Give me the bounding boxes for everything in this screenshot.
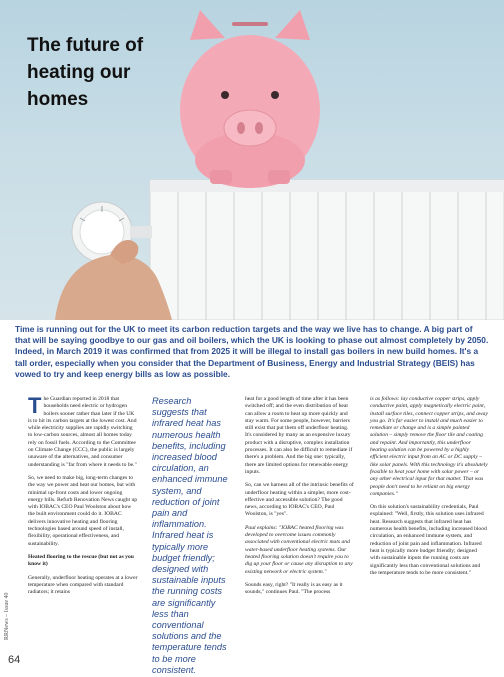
body-paragraph: heat for a good length of time after it has been switched off; and the even distribution of heat can allow a room to heat up more quickly and stay warm. For some people, however, barriers still exist that put them off underfloor heating. It's considered by many as an expensive luxury product with a disruptive, complex installation processes. It can also be difficult to remediate if there's a problem. And the big one: typically, there are limited options for renewable energy inputs. bbox=[245, 396, 353, 475]
issue-label: RRNews – Issue 40 bbox=[4, 592, 10, 640]
body-paragraph: So, we need to make big, long-term changes to the way we power and heat our homes, but with minimal up-front costs and lower ongoing energy bills. Refurb Renovation News caught up with IOBAC's CEO Paul Woolston about how the built environment could do it. IOBAC delivers innovative heating and flooring technologies based around speed of install, flexibility, operational effectiveness, and sustainability. bbox=[28, 474, 138, 547]
body-paragraph: So, can we harness all of the intrinsic benefits of underfloor heating within a simpler, more cost-effective and accessible solution? The good news, according to IOBAC's CEO, Paul Woolston, is "yes". bbox=[245, 482, 354, 518]
body-column-4 bbox=[370, 396, 488, 583]
subheading: Heated flooring to the rescue (but not as you know it) bbox=[28, 553, 134, 568]
pull-quote-column bbox=[152, 396, 228, 677]
quote-paragraph: is as follows: lay conductive copper strips, apply conductive paint, apply magnetically electric paint, install surface tiles, connect copper strips, and away you go. It's far easier to install and much easier to remediate or change and is a simple painted solution – simply remove the floor tile and coating and repaint. And importantly, this underfloor heating solution can be powered by a highly efficient electric input from an AC or DC supply – like solar panels. With this technology it's absolutely feasible to heat your home with solar power – or any other electrical input for that matter. That was people don't need to be reliant on big energy companies." bbox=[370, 396, 488, 497]
body-paragraph: Sounds easy, right? "It really is as easy as it sounds," continues Paul. "The process bbox=[245, 581, 343, 596]
body-paragraph: On this solution's sustainability credentials, Paul explained: "Well, firstly, this solution uses infrared heat. Research suggests that infrared heat has numerous health benefits, including increased blood circulation, an enhanced immune system, and reduction of joint pain and inflammation. Infrared heat is typically more budget friendly; designed with sustainable inputs the running costs are significantly less than conventional solutions and the temperature tends to be more consistent." bbox=[370, 504, 487, 576]
intro-paragraph bbox=[28, 393, 138, 469]
article-title bbox=[27, 32, 227, 113]
hero-photo bbox=[0, 0, 504, 320]
title-line-2: heating our bbox=[27, 62, 131, 83]
quote-paragraph: Paul explains: "IOBAC heated flooring was developed to overcome issues commonly associated with conventional electric mats and water-based underfloor heating systems. Our heated flooring solution doesn't require you to dig up your floor or cause any disruption to any existing network or electric system." bbox=[245, 524, 353, 575]
pull-quote: Research suggests that infrared heat has numerous health benefits, including increased blood circulation, an enhanced immune system, and reduction of joint pain and inflammation. Infrared heat is typically more budget friendly; designed with sustainable inputs the running costs are significantly less than conventional solutions and the temperature tends to be more consistent. bbox=[152, 396, 228, 675]
body-column-1 bbox=[28, 393, 138, 602]
lead-paragraph: Time is running out for the UK to meet its carbon reduction targets and the way we live has to change. A big part of that will be saying goodbye to our gas and oil boilers, which the UK is looking to phase out almost completely by 2050. Indeed, in March 2019 it was confirmed that from 2025 it will be illegal to install gas boilers in new build homes. It's a tall order, especially when you consider that the Department of Business, Energy and Industrial Strategy (BEIS) has vowed to try and keep energy bills as low as possible. bbox=[15, 324, 489, 379]
intro-text: he Guardian reported in 2018 that households need electric or hydrogen boilers sooner rather than later if the UK is to hit its carbon targets at the lowest cost. And while electricity supplies are rapidly switching to low-carbon sources, almost all homes today rely on fossil fuels. According to the Committee on Climate Change (CCC), the public is largely unaware of the alternatives, and consumer understanding is "far from where it needs to be." bbox=[28, 396, 137, 468]
title-line-3: homes bbox=[27, 89, 89, 110]
body-paragraph: Generally, underfloor heating operates at a lower temperature when compared with standard radiators; it retains bbox=[28, 574, 138, 596]
title-line-1: The future of bbox=[27, 35, 144, 56]
body-column-3 bbox=[245, 396, 355, 602]
page-number: 64 bbox=[8, 654, 21, 666]
drop-cap: T bbox=[28, 393, 42, 418]
